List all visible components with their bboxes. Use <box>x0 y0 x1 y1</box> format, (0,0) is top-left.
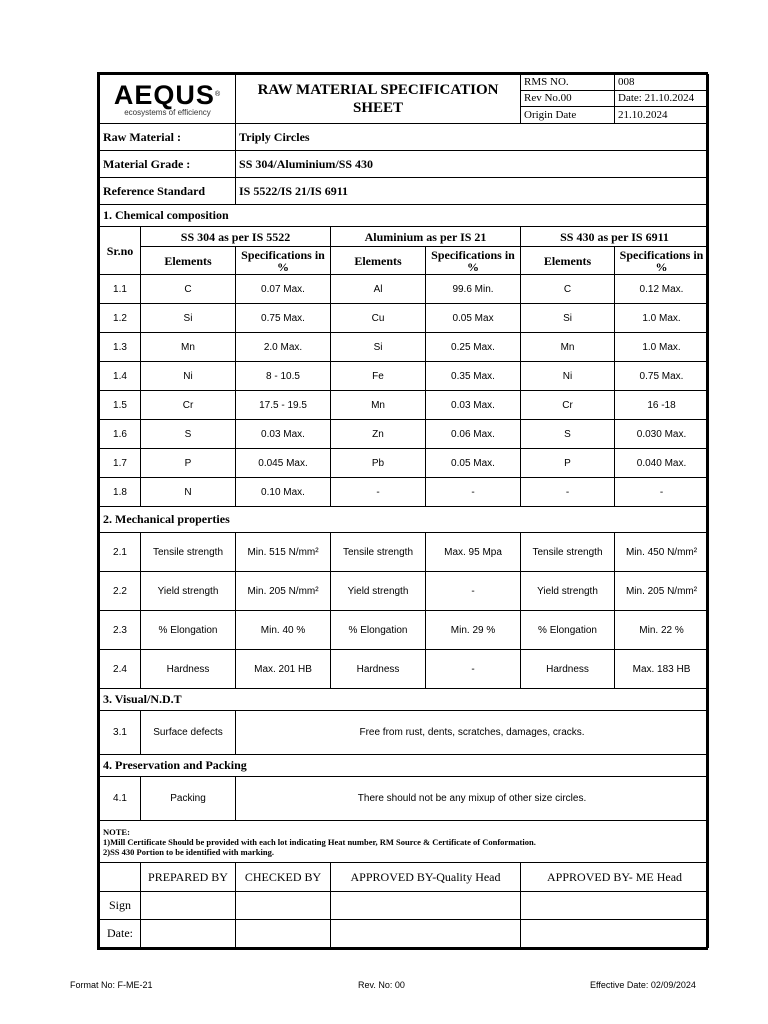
label-cell: Cr <box>141 391 236 420</box>
label-cell: - <box>331 478 426 507</box>
value-cell: 0.35 Max. <box>426 362 521 391</box>
label-cell: N <box>141 478 236 507</box>
table-row <box>100 650 709 689</box>
rms-no-value: 008 <box>615 75 709 91</box>
value-cell: 0.75 Max. <box>615 362 709 391</box>
group-ss304-header: SS 304 as per IS 5522 <box>141 227 331 247</box>
registered-mark: ® <box>214 90 222 98</box>
label-cell: % Elongation <box>331 611 426 650</box>
me-sign-field[interactable] <box>521 892 709 920</box>
table-row <box>100 275 709 304</box>
prepared-sign-field[interactable] <box>141 892 236 920</box>
value-cell: 0.25 Max. <box>426 333 521 362</box>
note-block <box>100 821 709 863</box>
rms-no-label: RMS NO. <box>521 75 615 91</box>
label-cell: P <box>521 449 615 478</box>
note-line-2: 2)SS 430 Portion to be identified with marking. <box>103 846 274 857</box>
specification-sheet <box>97 72 708 950</box>
value-cell: 0.10 Max. <box>236 478 331 507</box>
value-cell: Min. 205 N/mm² <box>615 572 709 611</box>
value-cell: - <box>426 650 521 689</box>
logo-wordmark: AEQUS <box>113 79 215 110</box>
value-cell: Max. 201 HB <box>236 650 331 689</box>
value-cell: 0.12 Max. <box>615 275 709 304</box>
table-row <box>100 533 709 572</box>
value-cell: Max. 183 HB <box>615 650 709 689</box>
value-cell: - <box>426 572 521 611</box>
value-cell: 0.75 Max. <box>236 304 331 333</box>
specification-header: Specifications in % <box>615 247 709 275</box>
label-cell: Fe <box>331 362 426 391</box>
label-cell: Pb <box>331 449 426 478</box>
spec-table <box>99 74 709 948</box>
value-cell: Min. 515 N/mm² <box>236 533 331 572</box>
value-cell: 0.045 Max. <box>236 449 331 478</box>
value-cell: Min. 22 % <box>615 611 709 650</box>
quality-sign-field[interactable] <box>331 892 521 920</box>
value-cell: 0.03 Max. <box>426 391 521 420</box>
value-cell: 17.5 - 19.5 <box>236 391 331 420</box>
label-cell: Mn <box>521 333 615 362</box>
value-cell: 0.06 Max. <box>426 420 521 449</box>
reference-standard-label: Reference Standard <box>100 178 236 205</box>
format-number: Format No: F-ME-21 <box>70 980 153 990</box>
table-row <box>100 611 709 650</box>
label-cell: Hardness <box>521 650 615 689</box>
value-cell: 0.03 Max. <box>236 420 331 449</box>
value-cell: 1.0 Max. <box>615 333 709 362</box>
title-line-2: SHEET <box>353 100 404 116</box>
value-cell: 0.05 Max. <box>426 449 521 478</box>
visual-ndt-heading: 3. Visual/N.D.T <box>100 689 709 711</box>
packing-label: Packing <box>141 777 236 821</box>
preservation-packing-heading: 4. Preservation and Packing <box>100 755 709 777</box>
elements-header: Elements <box>141 247 236 275</box>
surface-defects-value: Free from rust, dents, scratches, damages, cracks. <box>236 711 709 755</box>
label-cell: C <box>521 275 615 304</box>
label-cell: Si <box>331 333 426 362</box>
value-cell: Min. 205 N/mm² <box>236 572 331 611</box>
origin-date-label: Origin Date <box>521 107 615 124</box>
value-cell: 0.030 Max. <box>615 420 709 449</box>
sr-no-cell: 1.7 <box>100 449 141 478</box>
reference-standard-value: IS 5522/IS 21/IS 6911 <box>236 178 709 205</box>
date-row-label: Date: <box>100 920 141 948</box>
sr-no-cell: 3.1 <box>100 711 141 755</box>
quality-date-field[interactable] <box>331 920 521 948</box>
chemical-composition-heading: 1. Chemical composition <box>100 205 709 227</box>
table-row <box>100 449 709 478</box>
empty-cell <box>100 863 141 892</box>
value-cell: Min. 450 N/mm² <box>615 533 709 572</box>
label-cell: Yield strength <box>521 572 615 611</box>
sr-no-cell: 1.5 <box>100 391 141 420</box>
value-cell: - <box>426 478 521 507</box>
raw-material-label: Raw Material : <box>100 124 236 151</box>
me-date-field[interactable] <box>521 920 709 948</box>
document-title <box>236 75 521 124</box>
label-cell: - <box>521 478 615 507</box>
table-row <box>100 362 709 391</box>
label-cell: % Elongation <box>141 611 236 650</box>
sr-no-cell: 2.3 <box>100 611 141 650</box>
group-ss430-header: SS 430 as per IS 6911 <box>521 227 709 247</box>
value-cell: Min. 40 % <box>236 611 331 650</box>
value-cell: 16 -18 <box>615 391 709 420</box>
sr-no-cell: 1.2 <box>100 304 141 333</box>
sr-no-cell: 1.6 <box>100 420 141 449</box>
raw-material-value: Triply Circles <box>236 124 709 151</box>
table-row <box>100 572 709 611</box>
effective-date: Effective Date: 02/09/2024 <box>590 980 696 990</box>
label-cell: Tensile strength <box>141 533 236 572</box>
mechanical-rows <box>100 533 709 689</box>
sr-no-cell: 1.1 <box>100 275 141 304</box>
sr-no-cell: 4.1 <box>100 777 141 821</box>
value-cell: 0.040 Max. <box>615 449 709 478</box>
sr-no-cell: 1.3 <box>100 333 141 362</box>
value-cell: Max. 95 Mpa <box>426 533 521 572</box>
material-grade-label: Material Grade : <box>100 151 236 178</box>
label-cell: Yield strength <box>331 572 426 611</box>
group-aluminium-header: Aluminium as per IS 21 <box>331 227 521 247</box>
elements-header: Elements <box>331 247 426 275</box>
label-cell: Mn <box>141 333 236 362</box>
label-cell: Hardness <box>331 650 426 689</box>
table-row <box>100 391 709 420</box>
value-cell: - <box>615 478 709 507</box>
rev-no-label: Rev No.00 <box>521 91 615 107</box>
value-cell: 8 - 10.5 <box>236 362 331 391</box>
label-cell: S <box>141 420 236 449</box>
approved-me-header: APPROVED BY- ME Head <box>521 863 709 892</box>
value-cell: 99.6 Min. <box>426 275 521 304</box>
sr-no-cell: 2.1 <box>100 533 141 572</box>
prepared-by-header: PREPARED BY <box>141 863 236 892</box>
value-cell: 0.07 Max. <box>236 275 331 304</box>
value-cell: 0.05 Max <box>426 304 521 333</box>
value-cell: 2.0 Max. <box>236 333 331 362</box>
specification-header: Specifications in % <box>426 247 521 275</box>
revision-number: Rev. No: 00 <box>358 980 405 990</box>
material-grade-value: SS 304/Aluminium/SS 430 <box>236 151 709 178</box>
label-cell: Al <box>331 275 426 304</box>
label-cell: C <box>141 275 236 304</box>
label-cell: S <box>521 420 615 449</box>
sr-no-cell: 2.4 <box>100 650 141 689</box>
elements-header: Elements <box>521 247 615 275</box>
specification-header: Specifications in % <box>236 247 331 275</box>
origin-date-value: 21.10.2024 <box>615 107 709 124</box>
label-cell: Si <box>521 304 615 333</box>
sr-no-cell: 1.4 <box>100 362 141 391</box>
label-cell: Ni <box>141 362 236 391</box>
label-cell: Tensile strength <box>331 533 426 572</box>
label-cell: Cr <box>521 391 615 420</box>
checked-sign-field[interactable] <box>236 892 331 920</box>
note-title: NOTE: <box>103 826 130 837</box>
approved-quality-header: APPROVED BY-Quality Head <box>331 863 521 892</box>
mechanical-properties-heading: 2. Mechanical properties <box>100 507 709 533</box>
sr-no-cell: 2.2 <box>100 572 141 611</box>
chemical-rows <box>100 275 709 507</box>
checked-by-header: CHECKED BY <box>236 863 331 892</box>
checked-date-field[interactable] <box>236 920 331 948</box>
title-line-1: RAW MATERIAL SPECIFICATION <box>257 82 499 98</box>
value-cell: 1.0 Max. <box>615 304 709 333</box>
rev-date-value: Date: 21.10.2024 <box>615 91 709 107</box>
srno-header: Sr.no <box>100 227 141 275</box>
label-cell: Ni <box>521 362 615 391</box>
sign-row-label: Sign <box>100 892 141 920</box>
label-cell: Hardness <box>141 650 236 689</box>
label-cell: Yield strength <box>141 572 236 611</box>
label-cell: % Elongation <box>521 611 615 650</box>
prepared-date-field[interactable] <box>141 920 236 948</box>
table-row <box>100 420 709 449</box>
label-cell: P <box>141 449 236 478</box>
value-cell: Min. 29 % <box>426 611 521 650</box>
logo-tagline: ecosystems of efficiency <box>124 107 211 117</box>
label-cell: Cu <box>331 304 426 333</box>
surface-defects-label: Surface defects <box>141 711 236 755</box>
label-cell: Zn <box>331 420 426 449</box>
company-logo <box>100 75 236 124</box>
table-row <box>100 333 709 362</box>
note-line-1: 1)Mill Certificate Should be provided with each lot indicating Heat number, RM Source & Certificate of Conformation. <box>103 836 536 847</box>
label-cell: Si <box>141 304 236 333</box>
table-row <box>100 304 709 333</box>
sr-no-cell: 1.8 <box>100 478 141 507</box>
label-cell: Mn <box>331 391 426 420</box>
table-row <box>100 478 709 507</box>
packing-value: There should not be any mixup of other size circles. <box>236 777 709 821</box>
label-cell: Tensile strength <box>521 533 615 572</box>
